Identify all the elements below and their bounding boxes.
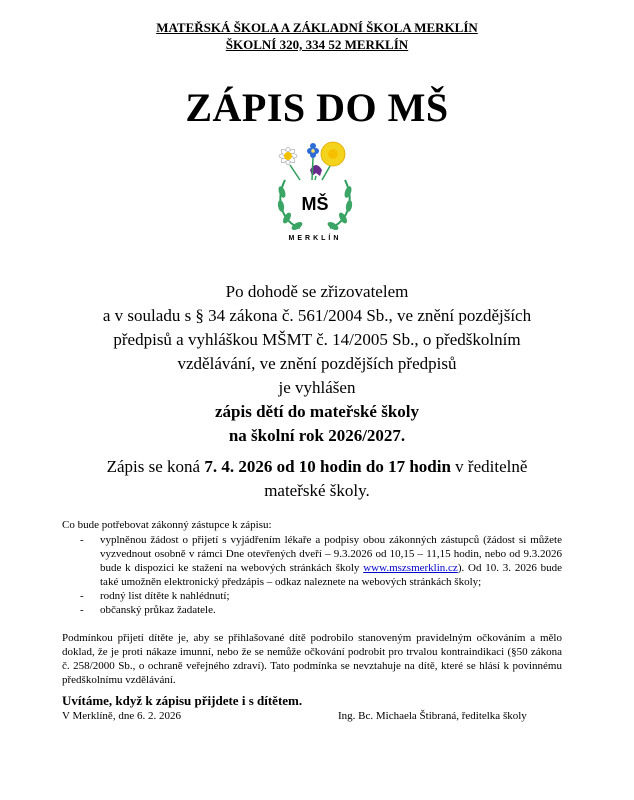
requirements-list bbox=[62, 533, 562, 617]
place-date: V Merklíně, dne 6. 2. 2026 bbox=[62, 710, 181, 722]
requirements-title: Co bude potřebovat zákonný zástupce k zápisu: bbox=[62, 519, 272, 531]
list-item bbox=[62, 533, 562, 589]
item-text: ). Od 10. 3. 2026 bude také umožněn elektronický předzápis – odkaz naleznete na webových stránkách školy; bbox=[100, 562, 562, 588]
intro-paragraph bbox=[0, 280, 634, 448]
page-title: ZÁPIS DO MŠ bbox=[185, 85, 449, 130]
list-item: - občanský průkaz žadatele. bbox=[62, 603, 562, 617]
list-item: - rodný list dítěte k nahlédnutí; bbox=[62, 589, 562, 603]
intro-line: a v souladu s § 34 zákona č. 561/2004 Sb., ve znění pozdějších bbox=[102, 306, 532, 325]
school-website-link[interactable]: www.mszsmerklin.cz bbox=[363, 562, 458, 574]
daisy-icon bbox=[279, 147, 297, 165]
welcome-text: Uvítáme, když k zápisu přijdete i s dítětem. bbox=[62, 693, 303, 708]
school-logo bbox=[270, 140, 360, 244]
intro-line: vzdělávání, ve znění pozdějších předpisů bbox=[177, 354, 457, 373]
intro-headline: zápis dětí do mateřské školy bbox=[215, 402, 419, 421]
vaccination-condition: Podmínkou přijetí dítěte je, aby se přihlašované dítě podrobilo stanoveným pravidelným očkováním a mělo doklad, že je proti nákaze imunní, nebo že se nemůže očkování podrobit pro trvalou kontraindikaci (§50 zákona č. 258/2000 Sb., o ochraně veřejného zdraví). Tato podmínka se nevztahuje na dítě, které se hlásí k povinnému předškolnímu vzdělávání. bbox=[62, 632, 562, 686]
date-prefix: Zápis se koná bbox=[106, 457, 205, 476]
intro-line: předpisů a vyhláškou MŠMT č. 14/2005 Sb., o předškolním bbox=[113, 330, 521, 349]
date-suffix: v ředitelně bbox=[450, 457, 528, 476]
signature-name: Ing. Bc. Michaela Štibraná, ředitelka školy bbox=[338, 710, 527, 722]
date-time: 7. 4. 2026 od 10 hodin do 17 hodin bbox=[204, 457, 451, 476]
intro-line: Po dohodě se zřizovatelem bbox=[225, 282, 409, 301]
intro-school-year: na školní rok 2026/2027. bbox=[228, 426, 406, 445]
svg-text:MŠ: MŠ bbox=[301, 194, 329, 214]
school-address: ŠKOLNÍ 320, 334 52 MERKLÍN bbox=[225, 37, 409, 52]
date-location: mateřské školy. bbox=[264, 481, 370, 500]
svg-text:MERKLÍN: MERKLÍN bbox=[288, 235, 342, 242]
intro-line: je vyhlášen bbox=[278, 378, 356, 397]
enrollment-date bbox=[0, 455, 634, 503]
school-name: MATEŘSKÁ ŠKOLA A ZÁKLADNÍ ŠKOLA MERKLÍN bbox=[156, 20, 478, 35]
item-text: vyplněnou žádost o přijetí s vyjádřením lékaře a podpisy obou zákonných zástupců (žádost si můžete vyzvednout osobně v rámci Dne otevřených dveří – 9.3.2026 od 10,15 – 11,15 hodin, nebo od 9.3.2026 bude k dispozici ke stažení na webových stránkách školy bbox=[100, 534, 562, 574]
